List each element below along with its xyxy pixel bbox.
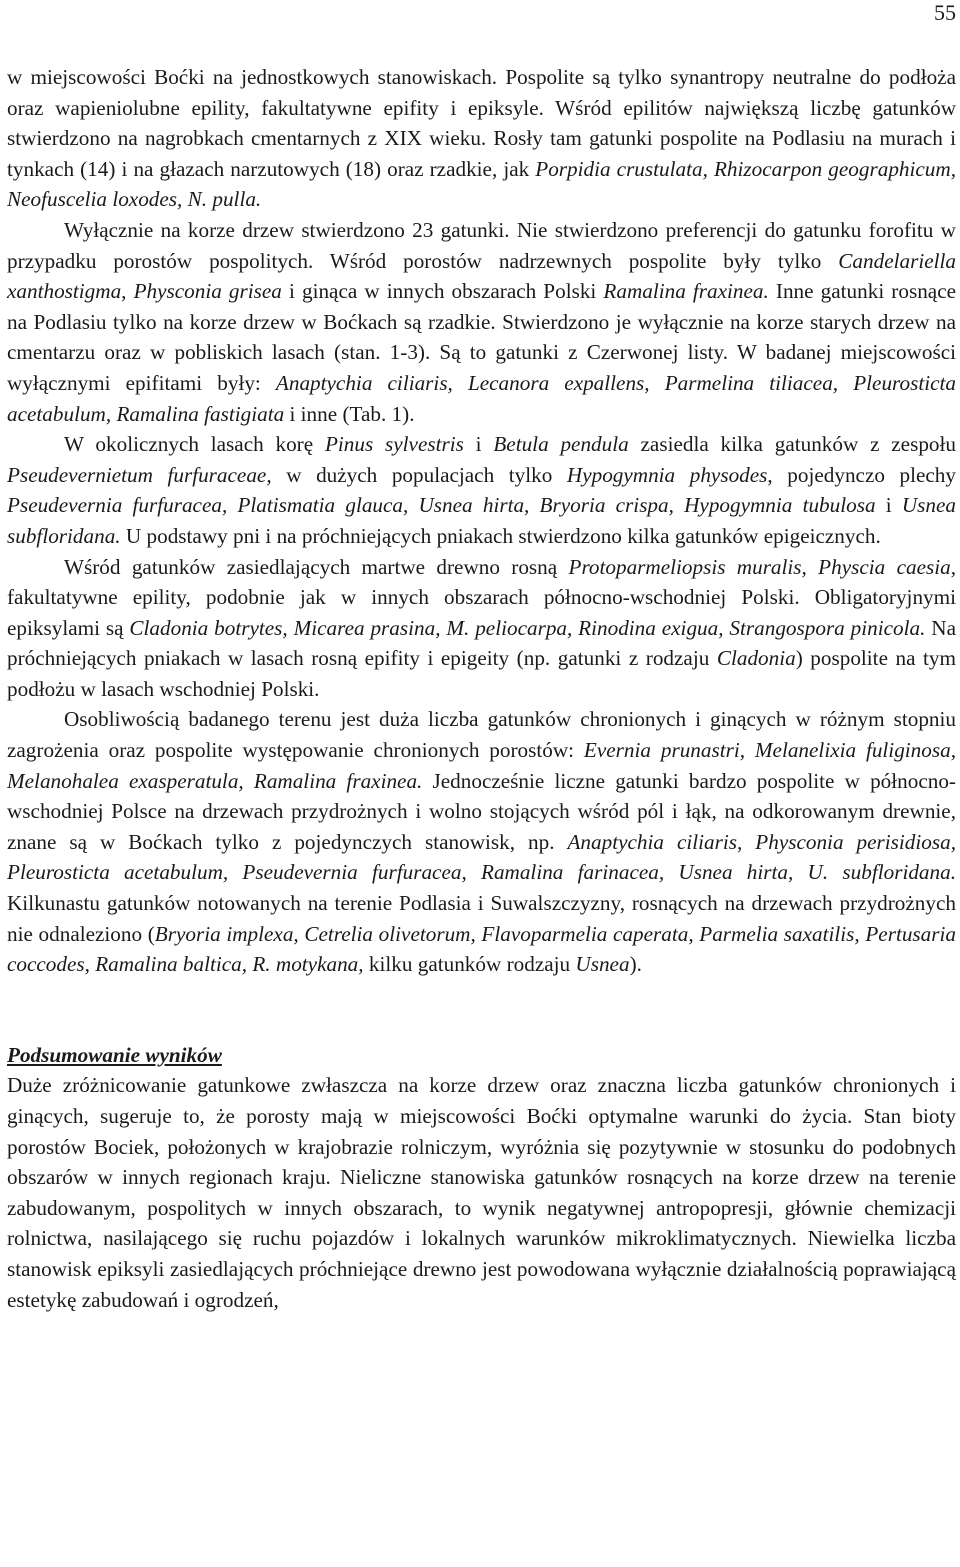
- text-run: i: [875, 493, 902, 518]
- text-run: Wyłącznie na korze drzew stwierdzono 23 gatunki. Nie stwierdzono preferencji do gatunku forofitu w przypadku porostów pospolitych. Wśród porostów nadrzewnych pospolite były tylko: [7, 217, 956, 273]
- species-name: Usnea subfloridana.: [7, 493, 957, 548]
- paragraph-list: [7, 62, 956, 980]
- section-heading: Podsumowanie wyników: [7, 1042, 222, 1067]
- page-number: 55: [934, 0, 956, 25]
- text-run: fakultatywne epility, podobnie jak w innych obszarach północno-wschodniej Polski. Obligatoryjnymi epiksylami są: [7, 585, 956, 640]
- text-run: i inne (Tab. 1).: [284, 401, 415, 426]
- paragraph: [7, 552, 956, 705]
- species-name: Betula pendula: [493, 432, 629, 457]
- species-name: Hypogymnia physodes: [566, 462, 768, 487]
- text-run: W okolicznych lasach korę: [64, 432, 325, 457]
- species-name: Ramalina fraxinea.: [603, 279, 769, 304]
- species-name: Porpidia crustulata, Rhizocarpon geographicum, Neofuscelia loxodes, N. pulla.: [7, 156, 956, 212]
- summary-paragraph: Duże zróżnicowanie gatunkowe zwłaszcza na korze drzew oraz znaczna liczba gatunków chronionych i ginących, sugeruje to, że porosty mają w miejscowości Boćki optymalne warunki do życia. Stan bioty porostów Bociek, położonych w krajobrazie rolniczym, wyróżnia się pozytywnie w stosunku do podobnych obszarów w innych regionach kraju. Nieliczne stanowiska gatunków rosnących na korze drzew na terenie zabudowanym, pospolitych w innych obszarach, to wynik negatywnej antropopresji, głównie chemizacji rolnictwa, nasilającego się ruchu pojazdów i lokalnych warunków mikroklimatycznych. Niewielka liczba stanowisk epiksyli zasiedlających próchniejące drewno jest powodowana wyłącznie działalnością poprawiającą estetykę zabudowań i ogrodzeń,: [7, 1073, 956, 1312]
- text-run: Jednocześnie liczne gatunki bardzo pospolite w północno-wschodniej Polsce na drzewach przydrożnych i wolno stojących wśród pól i łąk, na odkorowanym drewnie, znane są w Boćkach tylko z pojedynczych stanowisk, np.: [7, 768, 956, 854]
- text-run: w miejscowości Boćki na jednostkowych stanowiskach. Pospolite są tylko synantropy neutralne do podłoża oraz wapieniolubne epility, fakultatywne epifity i epiksyle. Wśród epilitów największą liczbę gatunków stwierdzono na nagrobkach cmentarnych z XIX wieku. Rosły tam gatunki pospolite na Podlasiu na murach i tynkach (14) i na głazach narzutowych (18) oraz rzadkie, jak: [7, 65, 956, 181]
- text-run: i ginąca w innych obszarach Polski: [281, 279, 604, 304]
- species-name: Pseudevernietum furfuraceae,: [7, 462, 272, 487]
- text-run: Osobliwością badanego terenu jest duża liczba gatunków chronionych i ginących w różnym stopniu zagrożenia oraz pospolite występowanie chronionych porostów:: [7, 707, 956, 763]
- text-run: ).: [629, 952, 642, 977]
- paragraph: [7, 62, 956, 215]
- text-run: kilku gatunków rodzaju: [363, 952, 576, 977]
- text-run: Inne gatunki rosnące na Podlasiu tylko na korze drzew w Boćkach są rzadkie. Stwierdzono je wyłącznie na korze starych drzew na cmentarzu oraz w pobliskich lasach (stan. 1-3). Są to gatunki z Czerwonej listy. W badanej miejscowości wyłącznymi epifitami były:: [7, 279, 957, 395]
- species-name: Cladonia botrytes, Micarea prasina, M. peliocarpa, Rinodina exigua, Strangospora pinicola.: [129, 615, 926, 640]
- species-name: Protoparmeliopsis muralis, Physcia caesia,: [568, 554, 956, 579]
- text-run: Kilkunastu gatunków notowanych na terenie Podlasia i Suwalszczyzny, rosnących na drzewach przydrożnych nie odnaleziono (: [7, 891, 956, 946]
- text-run: w dużych populacjach tylko: [271, 462, 567, 487]
- species-name: Bryoria implexa, Cetrelia olivetorum, Flavoparmelia caperata, Parmelia saxatilis, Pertusaria coccodes, Ramalina baltica, R. motykana,: [7, 921, 956, 977]
- text-run: zasiedla kilka gatunków z zespołu: [628, 432, 957, 457]
- section-spacer: [7, 980, 956, 1040]
- paragraph: [7, 215, 956, 429]
- text-run: ) pospolite na tym podłożu w lasach wschodniej Polski.: [7, 646, 956, 701]
- paragraph: [7, 429, 956, 551]
- text-run: i: [463, 432, 494, 457]
- text-run: , pojedynczo plechy: [767, 462, 956, 487]
- text-run: Na próchniejących pniakach w lasach rosną epifity i epigeity (np. gatunki z rodzaju: [7, 615, 956, 671]
- species-name: Candelariella xanthostigma, Physconia grisea: [7, 248, 956, 304]
- text-run: Wśród gatunków zasiedlających martwe drewno rosną: [64, 554, 569, 579]
- species-name: Evernia prunastri, Melanelixia fuliginosa, Melanohalea exasperatula, Ramalina fraxinea.: [7, 738, 957, 793]
- species-name: Pinus sylvestris: [324, 432, 464, 457]
- species-name: Usnea: [575, 952, 630, 977]
- text-run: U podstawy pni i na próchniejących pniakach stwierdzono kilka gatunków epigeicznych.: [120, 523, 881, 548]
- paragraph: [7, 704, 956, 979]
- species-name: Anaptychia ciliaris, Physconia perisidiosa, Pleurosticta acetabulum, Pseudevernia furfuracea, Ramalina farinacea, Usnea hirta, U. subfloridana.: [7, 829, 956, 885]
- species-name: Cladonia: [716, 646, 796, 671]
- species-name: Pseudevernia furfuracea, Platismatia glauca, Usnea hirta, Bryoria crispa, Hypogymnia tubulosa: [7, 493, 876, 518]
- body-text: [7, 62, 956, 1315]
- species-name: Anaptychia ciliaris, Lecanora expallens, Parmelina tiliacea, Pleurosticta acetabulum, Ramalina fastigiata: [7, 370, 956, 426]
